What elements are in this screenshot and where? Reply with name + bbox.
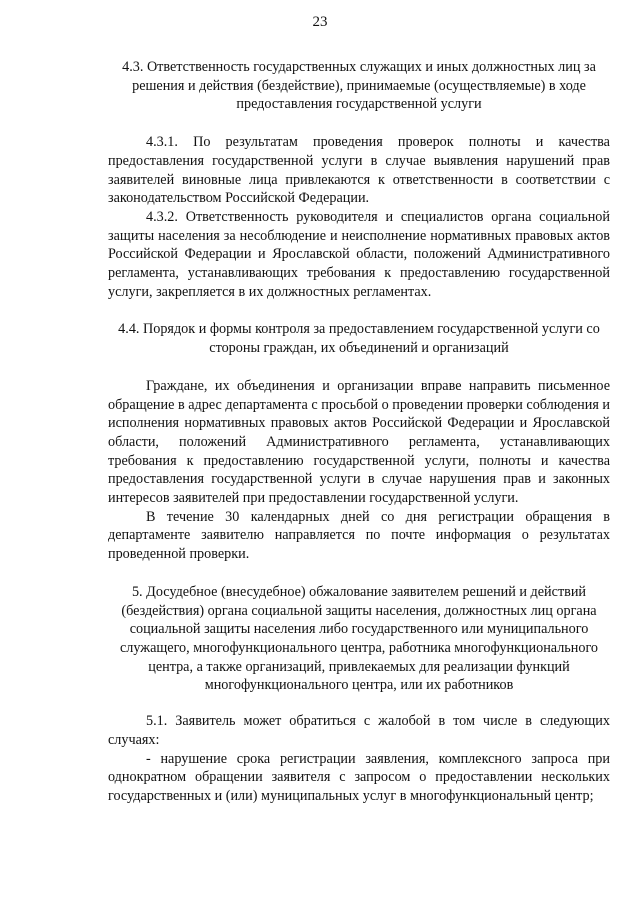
paragraph-5-1: 5.1. Заявитель может обратиться с жалобой в том числе в следующих случаях: bbox=[108, 713, 610, 748]
paragraph-4-3-2: 4.3.2. Ответственность руководителя и специалистов органа социальной защиты населения за несоблюдение и неисполнение нормативных правовых актов Российской Федерации и Ярославской области, положений Административного регламента, устанавливающих требования к предоставлению государственной услуги, закрепляется в их должностных регламентах. bbox=[108, 208, 610, 300]
paragraph-4-4-2: В течение 30 календарных дней со дня регистрации обращения в департаменте заявителю направляется по почте информация о результатах проведенной проверки. bbox=[108, 508, 610, 563]
section-4-3-heading: 4.3. Ответственность государственных служащих и иных должностных лиц за решения и действия (бездействие), принимаемые (осуществляемые) в ходе предоставления государственной услуги bbox=[122, 59, 596, 113]
section-4-4-heading: 4.4. Порядок и формы контроля за предоставлением государственной услуги со стороны граждан, их объединений и организаций bbox=[118, 321, 600, 357]
page-number: 23 bbox=[312, 14, 328, 30]
paragraph-4-4-1: Граждане, их объединения и организации вправе направить письменное обращение в адрес департамента с просьбой о проведении проверки соблюдения и исполнения нормативных правовых актов Российской Федерации и Ярославской области, положений Административного регламента, устанавливающих требования к предоставлению государственной услуги, полноты и качества предоставления государственной услуги в случае нарушения прав и законных интересов заявителей при предоставлении государственной услуги. bbox=[108, 377, 610, 507]
paragraph-4-3-1: 4.3.1. По результатам проведения проверок полноты и качества предоставления государственной услуги в случае выявления нарушений прав заявителей виновные лица привлекаются к ответственности в соответствии с законодательством Российской Федерации. bbox=[108, 134, 610, 207]
document-body bbox=[108, 58, 610, 806]
paragraph-5-1-item: - нарушение срока регистрации заявления, комплексного запроса при однократном обращении заявителя с запросом о предоставлении нескольких государственных и (или) муниципальных услуг в многофункциональный центр; bbox=[108, 750, 610, 804]
section-5-heading: 5. Досудебное (внесудебное) обжалование заявителем решений и действий (бездействия) органа социальной защиты населения, должностных лиц органа социальной защиты населения либо государственного или муниципального служащего, многофункционального центра, работника многофункционального центра, а также организаций, привлекаемых для реализации функций многофункционального центра, или их работников bbox=[119, 583, 599, 694]
